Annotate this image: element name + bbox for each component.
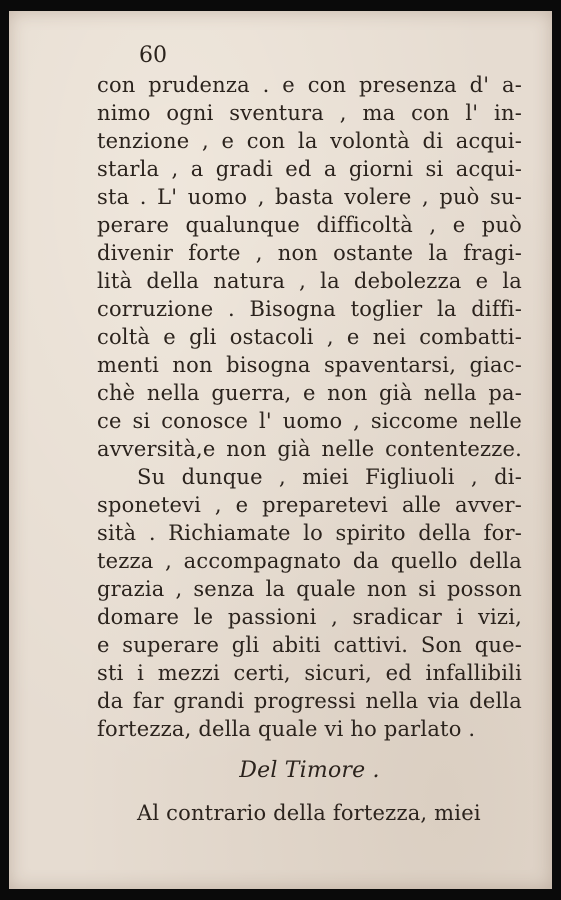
text-line: sta . L' uomo , basta volere , può su- [97, 185, 522, 209]
section-heading: Del Timore . [239, 758, 380, 783]
text-line: da far grandi progressi nella via della [97, 689, 522, 713]
text-line: menti non bisogna spaventarsi, giac- [97, 353, 522, 377]
text-line: fortezza, della quale vi ho parlato . [97, 717, 476, 741]
text-line: avversità,e non già nelle contentezze. [97, 437, 522, 461]
text-line: Al contrario della fortezza, miei [137, 801, 481, 825]
text-line: corruzione . Bisogna toglier la diffi- [97, 297, 522, 321]
text-line: domare le passioni , sradicar i vizi, [97, 605, 522, 629]
page-number: 60 [139, 43, 167, 68]
text-line: starla , a gradi ed a giorni si acqui- [97, 157, 522, 181]
text-line: ce si conosce l' uomo , siccome nelle [97, 409, 522, 433]
text-line: divenir forte , non ostante la fragi- [97, 241, 522, 265]
book-page [9, 11, 552, 889]
text-line: nimo ogni sventura , ma con l' in- [97, 101, 522, 125]
text-line: perare qualunque difficoltà , e può [97, 213, 522, 237]
text-line: tenzione , e con la volontà di acqui- [97, 129, 522, 153]
text-line: coltà e gli ostacoli , e nei combatti- [97, 325, 522, 349]
text-line: lità della natura , la debolezza e la [97, 269, 522, 293]
text-line: grazia , senza la quale non si posson [97, 577, 522, 601]
text-line: chè nella guerra, e non già nella pa- [97, 381, 522, 405]
text-line: e superare gli abiti cattivi. Son que- [97, 633, 522, 657]
text-line: sità . Richiamate lo spirito della for- [97, 521, 522, 545]
text-line: Su dunque , miei Figliuoli , di- [137, 465, 522, 489]
text-line: sti i mezzi certi, sicuri, ed infallibili [97, 661, 522, 685]
text-line: sponetevi , e preparetevi alle avver- [97, 493, 522, 517]
text-line: tezza , accompagnato da quello della [97, 549, 522, 573]
text-line: con prudenza . e con presenza d' a- [97, 73, 522, 97]
